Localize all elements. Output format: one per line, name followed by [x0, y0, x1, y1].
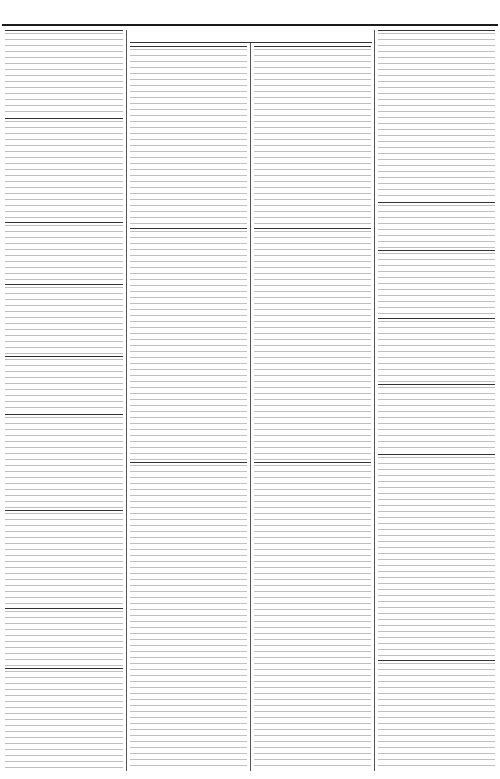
article-body [130, 231, 247, 460]
article [378, 384, 495, 452]
article [5, 668, 123, 771]
article-body [5, 225, 123, 282]
article-body [254, 465, 371, 771]
article-body [378, 205, 495, 248]
article [378, 202, 495, 248]
article-body [254, 231, 371, 460]
article [378, 250, 495, 316]
article [130, 462, 247, 771]
article-body [5, 417, 123, 508]
article [378, 318, 495, 382]
article [254, 228, 371, 460]
article [130, 46, 247, 226]
masthead-left [8, 3, 98, 21]
article [5, 414, 123, 508]
article [254, 46, 371, 226]
article [5, 510, 123, 606]
article-body [378, 457, 495, 658]
masthead-right [382, 6, 492, 20]
article-body [5, 121, 123, 220]
newspaper-page [2, 2, 498, 775]
article [5, 118, 123, 220]
article [130, 228, 247, 460]
article [5, 608, 123, 666]
article-body [378, 387, 495, 452]
article-body [5, 287, 123, 354]
article-body [130, 49, 247, 226]
article-body [5, 359, 123, 412]
column-3 [251, 30, 375, 771]
masthead [2, 2, 498, 26]
article [378, 454, 495, 658]
column-1 [2, 30, 127, 771]
banner-headline [130, 30, 372, 43]
article [5, 30, 123, 116]
article [5, 284, 123, 354]
column-2 [127, 30, 251, 771]
article-body [5, 671, 123, 771]
article-body [378, 663, 495, 771]
article-body [378, 253, 495, 316]
article [5, 356, 123, 412]
article [378, 30, 495, 200]
article-body [5, 611, 123, 666]
column-4 [375, 30, 498, 771]
article-body [5, 513, 123, 606]
article-body [378, 321, 495, 382]
article-body [5, 33, 123, 116]
article-body [130, 465, 247, 771]
article-body [254, 49, 371, 226]
article [254, 462, 371, 771]
article [5, 222, 123, 282]
article [378, 660, 495, 771]
article-body [378, 33, 495, 200]
